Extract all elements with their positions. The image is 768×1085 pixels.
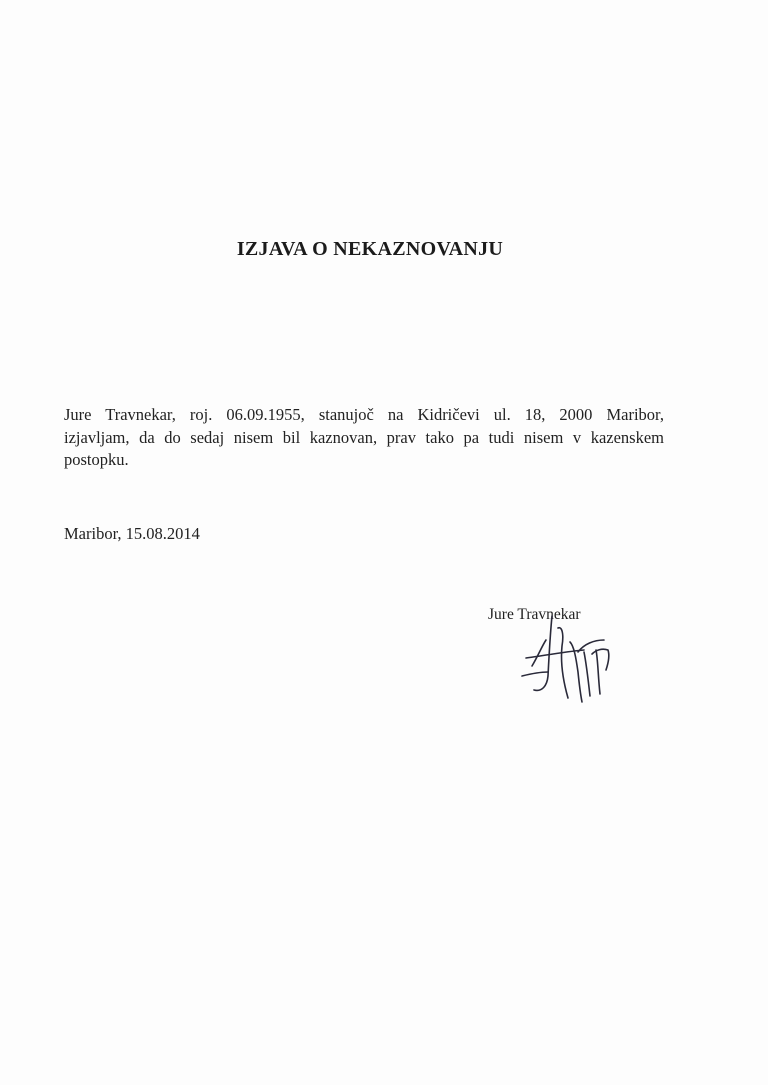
signatory-name: Jure Travnekar: [488, 606, 581, 623]
statement-paragraph: [64, 404, 664, 472]
handwritten-signature: [512, 606, 622, 716]
statement-line-1: Jure Travnekar, roj. 06.09.1955, stanujoč na Kidričevi ul. 18, 2000 Maribor,: [64, 405, 664, 424]
statement-line-2: izjavljam, da do sedaj nisem bil kaznovan, prav tako pa tudi nisem v kazenskem: [64, 427, 664, 447]
place-and-date: Maribor, 15.08.2014: [64, 524, 200, 543]
document-title: IZJAVA O NEKAZNOVANJU: [236, 238, 504, 260]
statement-line-3: postopku.: [64, 450, 129, 469]
